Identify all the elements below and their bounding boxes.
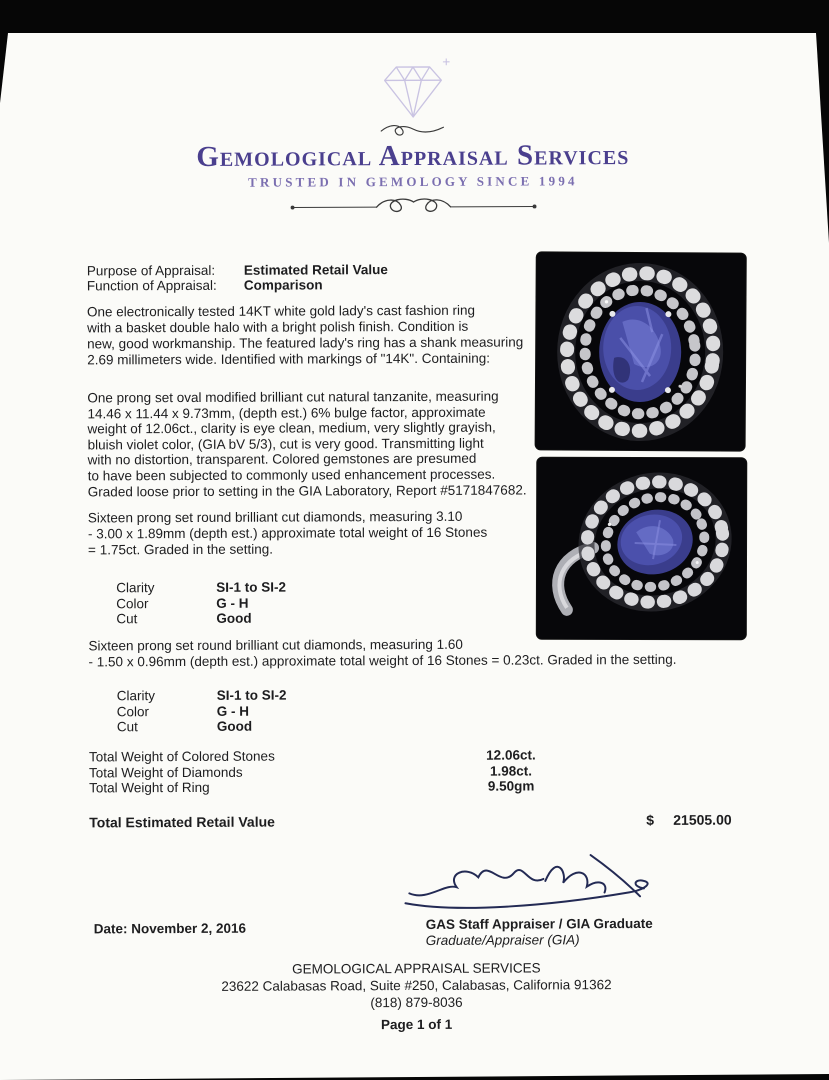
- appraiser-subtitle: Graduate/Appraiser (GIA): [425, 932, 580, 948]
- total-ring-weight-label: Total Weight of Ring: [89, 780, 210, 796]
- clarity-value: SI-1 to SI-2: [216, 579, 287, 595]
- diamonds-first-paragraph: Sixteen prong set round brilliant cut diamonds, measuring 3.10 - 3.00 x 1.89mm (depth est.) approximate total weight of 16 Stones = 1.75ct. Graded in the setting.: [87, 508, 488, 558]
- brand-header: [0, 50, 828, 220]
- tanzanite-paragraph: One prong set oval modified brilliant cut natural tanzanite, measuring 14.46 x 11.44 x 9.73mm, (depth est.) 6% bulge factor, approximate weight of 12.06ct., clarity is eye clean, medium, very slightly grayish, bluish violet color, (GIA bV 5/3), cut is very good. Transmitting light with no distortion, transparent. Colored gemstones are presumed to have been subjected to commonly used enhancement processes. Graded loose prior to setting in the GIA Laboratory, Report #5171847682.: [87, 388, 527, 499]
- flourish-divider-icon: [288, 193, 538, 218]
- clarity-label: Clarity: [116, 580, 155, 596]
- totals-section: [89, 746, 769, 796]
- table-row: [117, 703, 287, 719]
- total-diamonds-label: Total Weight of Diamonds: [88, 764, 243, 781]
- color-value: G - H: [216, 595, 249, 611]
- footer-company-name: GEMOLOGICAL APPRAISAL SERVICES: [292, 960, 541, 977]
- cut-label: Cut: [116, 719, 138, 735]
- company-tagline: TRUSTED IN GEMOLOGY SINCE 1994: [248, 173, 578, 190]
- clarity-value: SI-1 to SI-2: [216, 687, 287, 703]
- cut-value: Good: [216, 610, 252, 627]
- scan-edge-top: [0, 0, 829, 33]
- appraiser-signature-image: [397, 841, 673, 920]
- table-row: [116, 580, 286, 596]
- table-row: [116, 611, 286, 627]
- ring-photo-side-view: [537, 458, 746, 640]
- function-value: Comparison: [243, 277, 323, 293]
- diamond-logo-icon: [364, 52, 460, 122]
- function-row: [87, 277, 388, 293]
- color-label: Color: [116, 703, 150, 719]
- total-colored-stones-label: Total Weight of Colored Stones: [88, 748, 275, 765]
- ring-description-paragraph: One electronically tested 14KT white gold lady's cast fashion ring with a basket double halo with a bright polish finish. Condition is new, good workmanship. The featured lady's ring has a shank measuring 2.69 millimeters wide. Identified with markings of "14K". Containing:: [86, 302, 524, 368]
- footer-address: 23622 Calabasas Road, Suite #250, Calabasas, California 91362: [221, 977, 612, 994]
- flourish-small-icon: [373, 122, 453, 138]
- purpose-row: [87, 262, 388, 278]
- grading-table-1: [116, 580, 286, 628]
- total-ring-weight-value: 9.50gm: [487, 778, 535, 794]
- appraisal-date: Date: November 2, 2016: [93, 920, 247, 937]
- total-colored-stones-value: 12.06ct.: [486, 747, 536, 763]
- retail-amount: 21505.00: [673, 811, 732, 828]
- total-estimated-retail-value: [89, 811, 789, 830]
- appraiser-block: [426, 916, 653, 949]
- clarity-label: Clarity: [116, 688, 155, 704]
- footer-phone: (818) 879-8036: [370, 994, 463, 1011]
- purpose-value: Estimated Retail Value: [243, 262, 388, 278]
- company-title: Gemological Appraisal Services: [196, 139, 630, 173]
- ring-top-view-image: [536, 252, 746, 450]
- retail-currency-symbol: $: [646, 811, 655, 828]
- appraiser-title: GAS Staff Appraiser / GIA Graduate: [425, 915, 653, 932]
- cut-value: Good: [216, 718, 253, 735]
- ring-side-view-image: [537, 458, 746, 640]
- diamonds-second-paragraph: Sixteen prong set round brilliant cut diamonds, measuring 1.60 - 1.50 x 0.96mm (depth est.) approximate total weight of 16 Stones = 0.23ct. Graded in the setting.: [88, 636, 677, 670]
- cut-label: Cut: [116, 611, 138, 627]
- function-label: Function of Appraisal:: [86, 277, 217, 294]
- page-footer: [2, 958, 829, 1035]
- appraisal-meta: [87, 262, 388, 293]
- table-row: [116, 595, 286, 611]
- table-row: [117, 688, 287, 704]
- page-number: Page 1 of 1: [380, 1016, 453, 1033]
- color-label: Color: [116, 595, 149, 611]
- total-ring-weight-row: [89, 778, 769, 797]
- total-diamonds-value: 1.98ct.: [489, 763, 533, 779]
- color-value: G - H: [216, 703, 250, 719]
- table-row: [117, 719, 287, 735]
- retail-value-label: Total Estimated Retail Value: [89, 813, 275, 831]
- ring-photo-top-view: [536, 252, 746, 450]
- purpose-label: Purpose of Appraisal:: [86, 262, 216, 279]
- grading-table-2: [117, 688, 287, 736]
